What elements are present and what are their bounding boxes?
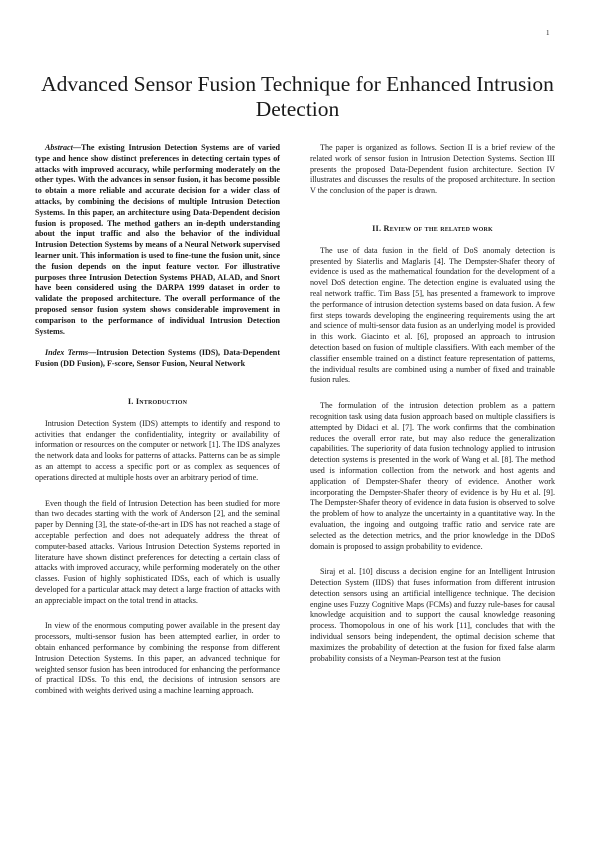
related-work-paragraph: Siraj et al. [10] discuss a decision engine for an Intelligent Intrusion Detection System (IIDS) that fuses information from different intrusion detection sensors using an artificial intelligence technique. The decision engine uses Fuzzy Cognitive Maps (FCMs) and fuzzy rule-bases for causal knowledge acquisition and to support the causal knowledge reasoning process. Thomopolous in one of his work [11], concludes that with the individual sensors being independent, the optimal decision scheme that maximizes the probability of detection at the fusion for fixed false alarm probability consists of a Neyman-Pearson test at the fusion bbox=[310, 567, 555, 663]
section-heading-introduction: I. Introduction bbox=[127, 396, 188, 406]
intro-paragraph: Intrusion Detection System (IDS) attempts to identify and respond to activities that endanger the confidentiality, integrity or availability of information or resources on the computer or network [1]. The IDS analyzes the network data and looks for patterns of attacks. Patterns can be as simple as an attempt to access a specific port or as complex as sequences of operations directed at multiple hosts over an arbitrary period of time. bbox=[35, 418, 280, 482]
intro-paragraph: Even though the field of Intrusion Detection has been studied for more than two decades starting with the work of Anderson [2], and the seminal paper by Denning [3], the state-of-the-art in IDS has not reached a stage of acceptable perfection and does not adequately address the threat of computer-based attacks. Various Intrusion Detection Systems reported in literature have shown distinct preferences for detecting a certain class of attacks with improved accuracy, while performing moderately on the other classes. Fusion of highly sophisticated IDSs, each of which is usually developed for a particular attack may detect a large fraction of attacks with an appreciable impact on the total trend in attacks. bbox=[35, 498, 280, 605]
index-terms-label: Index Terms bbox=[45, 348, 89, 358]
paper-title: Advanced Sensor Fusion Technique for Enhanced Intrusion Detection bbox=[41, 72, 554, 122]
related-work-paragraph: The use of data fusion in the field of DoS anomaly detection is presented by Siaterlis and Maglaris [4]. The Dempster-Shafer theory of evidence is used as the mathematical foundation for the development of a novel DoS detection engine. The detection engine is evaluated using the real network traffic. Tim Bass [5], has presented a framework to improve the performance of intrusion detection systems based on data fusion. A few first steps towards developing the engineering requirements using the art and science of multi-sensor data fusion as an underlying model is provided in this work. Giacinto et al. [6], proposed an approach to intrusion detection based on fusion of multiple classifiers. With each member of the classifier ensemble trained on a distinct feature representation of patterns, the individual results are combined using a number of fixed and trainable fusion rules. bbox=[310, 245, 555, 385]
right-column bbox=[310, 143, 555, 664]
index-terms-text: —Intrusion Detection Systems (IDS), Data-Dependent Fusion (DD Fusion), F-score, Sensor Fusion, Neural Network bbox=[35, 348, 281, 369]
abstract-label: Abstract bbox=[45, 143, 73, 152]
left-column bbox=[35, 143, 280, 697]
abstract-text: —The existing Intrusion Detection Systems are of varied type and hence show distinct preferences in detecting certain types of attacks with improved accuracy, while performing moderately on the other types. With the advances in sensor fusion, it has become possible to obtain a more reliable and accurate decision for a wider class of attacks, by combining the decisions of multiple Intrusion Detection Systems. In this paper, an architecture using Data-Dependent decision fusion is proposed. The method gathers an in-depth understanding about the input traffic and also the behavior of the individual Intrusion Detection Systems by means of a Neural Network supervised learner unit. This information is used to fine-tune the fusion unit, since the fusion depends on the input feature vector. For illustrative purposes three Intrusion Detection Systems PHAD, ALAD, and Snort have been considered using the DARPA 1999 dataset in order to validate the proposed architecture. The overall performance of the proposed sensor fusion system shows considerable improvement in comparison to the performance of individual Intrusion Detection Systems. bbox=[35, 143, 280, 336]
section-heading-related-work: II. Review of the related work bbox=[372, 223, 493, 233]
intro-paragraph: In view of the enormous computing power available in the present day processors, multi-sensor fusion has been attempted earlier, in order to obtain enhanced performance by combining the response from different Intrusion Detection Systems. In this paper, an advanced technique for weighted sensor fusion has been introduced for enhancing the performance of practical IDSs. To this end, the decisions of intrusion sensors are combined with weights derived using a machine learning approach. bbox=[35, 621, 280, 696]
page-number: 1 bbox=[546, 29, 550, 37]
abstract bbox=[35, 143, 280, 337]
index-terms bbox=[35, 348, 280, 370]
organization-paragraph: The paper is organized as follows. Section II is a brief review of the related work of sensor fusion in Intrusion Detection Systems. Section III presents the proposed Data-Dependent fusion architecture. Section IV illustrates and discusses the results of the proposed architecture. In section V the conclusion of the paper is drawn. bbox=[310, 143, 555, 196]
related-work-paragraph: The formulation of the intrusion detection problem as a pattern recognition task using data fusion approach based on multiple classifiers is attempted by Didaci et al. [7]. The work confirms that the combination reduces the overall error rate, but may also reduce the generalization capabilities. The superiority of data fusion technology applied to intrusion detection systems is presented in the work of Wang et al. [8]. The method used is information collection from the network and host agents and application of Dempster-Shafer theory of evidence. Another work incorporating the Dempster-Shafer theory of evidence is by Hu et al. [9]. The Dempster-Shafer theory of evidence in data fusion is observed to solve the problem of how to analyze the uncertainty in a quantitative way. In the evaluation, the ingoing and outgoing traffic ratio and service rate are selected as the detection metrics, and the prior knowledge in the DDoS domain is proposed to assign probability to evidence. bbox=[310, 401, 555, 551]
